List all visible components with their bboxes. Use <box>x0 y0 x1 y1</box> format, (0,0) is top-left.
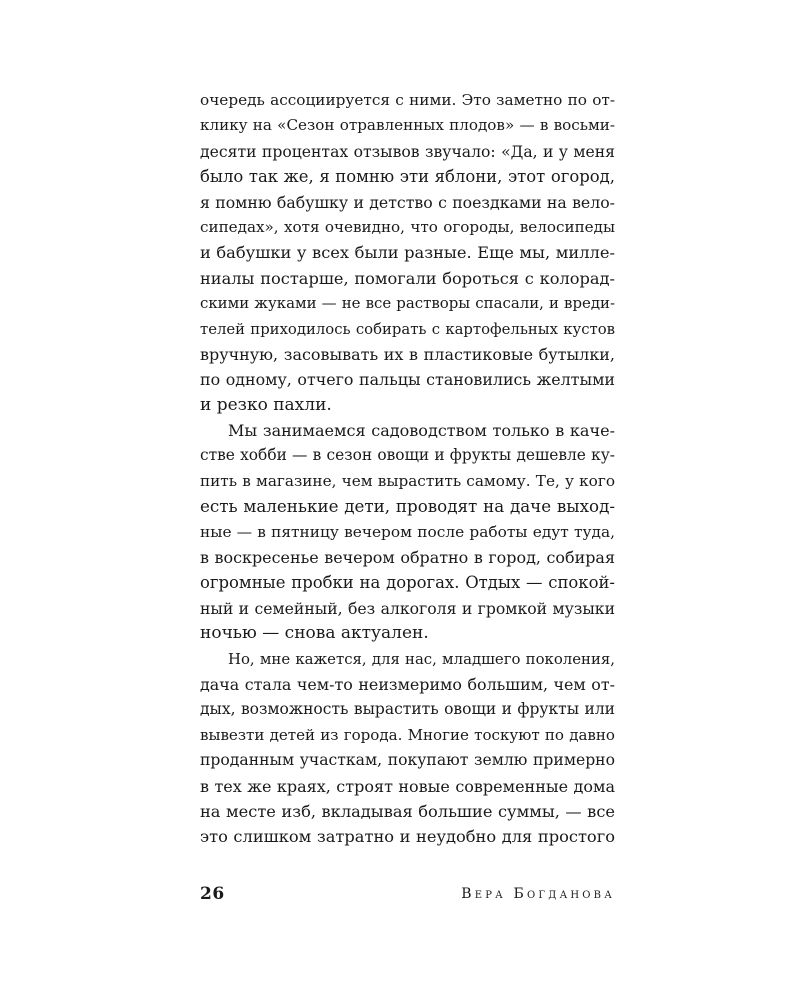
text-line: ный и семейный, без алкоголя и громкой музыки <box>200 598 615 618</box>
text-line: десяти процентах отзывов звучало: «Да, и у меня <box>200 141 615 161</box>
paragraph-1 <box>200 88 615 418</box>
text-line: ниалы постарше, помогали бороться с колорад- <box>200 268 615 288</box>
text-line: клику на «Сезон отравленных плодов» — в восьми- <box>200 116 615 135</box>
body-text <box>200 88 615 850</box>
page-number: 26 <box>200 884 225 904</box>
text-line: на месте изб, вкладывая большие суммы, — все <box>200 801 615 821</box>
text-line: Но, мне кажется, для нас, младшего поколения, <box>228 649 615 668</box>
text-line: сипедах», хотя очевидно, что огороды, велосипеды <box>200 217 615 236</box>
text-line: стве хобби — в сезон овощи и фрукты дешевле ку- <box>200 446 615 465</box>
text-line: ные — в пятницу вечером после работы едут туда, <box>200 522 615 541</box>
text-line: я помню бабушку и детство с поездками на вело- <box>200 192 615 212</box>
text-line: и резко пахли. <box>200 394 332 415</box>
paragraph-2 <box>200 418 615 647</box>
text-line: в тех же краях, строят новые современные дома <box>200 776 615 796</box>
text-line: в воскресенье вечером обратно в город, собирая <box>200 548 615 568</box>
text-line: дача стала чем-то неизмеримо большим, чем от- <box>200 674 615 694</box>
text-line: и бабушки у всех были разные. Еще мы, миллe- <box>200 243 615 263</box>
paragraph-3 <box>200 647 615 850</box>
text-line: по одному, отчего пальцы становились желтыми <box>200 370 615 390</box>
text-line: очередь ассоциируется с ними. Это заметно по от- <box>200 91 615 109</box>
text-line: скими жуками — не все растворы спасали, и вреди- <box>200 294 615 313</box>
text-line: было так же, я помню эти яблони, этот огород, <box>200 167 615 187</box>
text-line: ночью — снова актуален. <box>200 623 429 644</box>
page-footer <box>200 882 615 906</box>
text-line: дых, возможность вырастить овощи и фрукты или <box>200 700 615 719</box>
text-line: вывезти детей из города. Многие тоскуют по давно <box>200 725 615 744</box>
text-line: вручную, засовывать их в пластиковые бутылки, <box>200 344 615 364</box>
text-line: огромные пробки на дорогах. Отдых — спокой- <box>200 573 615 593</box>
text-line: это слишком затратно и неудобно для простого <box>200 827 615 847</box>
text-line: телей приходилось собирать с картофельных кустов <box>200 320 615 338</box>
running-header-author: Вера Богданова <box>461 886 615 902</box>
text-line: есть маленькие дети, проводят на даче выход- <box>200 496 615 517</box>
text-line: Мы занимаемся садоводством только в каче- <box>228 421 615 441</box>
text-line: проданным участкам, покупают землю примерно <box>200 751 615 770</box>
text-line: пить в магазине, чем вырастить самому. Те, у кого <box>200 471 615 490</box>
